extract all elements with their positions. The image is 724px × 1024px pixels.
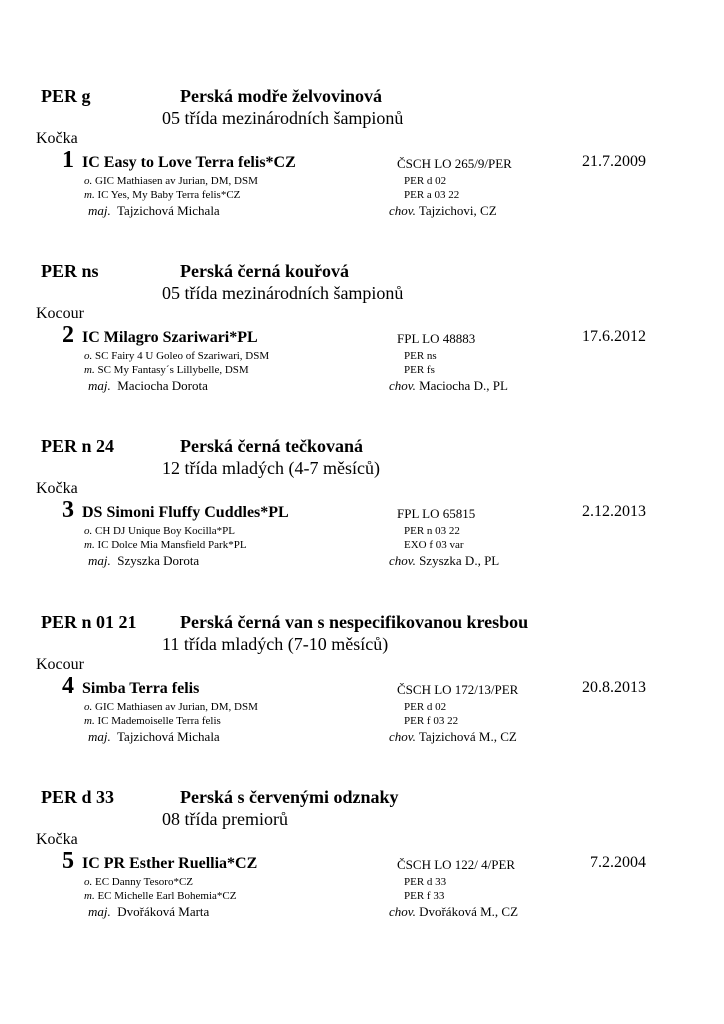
dam-line <box>84 364 249 376</box>
sire-ems: PER ns <box>404 350 437 362</box>
sire-line <box>84 350 269 362</box>
registration-number: ČSCH LO 122/ 4/PER <box>397 857 516 872</box>
breeder-label: chov. <box>389 729 416 744</box>
sire-ems: PER d 02 <box>404 175 447 187</box>
sire-line <box>84 876 193 888</box>
owner-label: maj. <box>88 729 111 744</box>
owner-name: Tajzichová Michala <box>117 203 220 218</box>
breed-code: PER n 01 21 <box>41 612 137 632</box>
owner-line <box>88 378 208 394</box>
birth-date: 2.12.2013 <box>582 503 646 520</box>
breed-name: Perská černá van s nespecifikovanou kresbou <box>180 612 529 632</box>
sire-label: o. <box>84 701 93 713</box>
breeder-name: Dvořáková M., CZ <box>419 904 519 919</box>
cat-name: IC Easy to Love Terra felis*CZ <box>82 154 296 171</box>
dam-line <box>84 890 236 902</box>
sire-name: GIC Mathiasen av Jurian, DM, DSM <box>95 701 258 713</box>
entry-section <box>0 86 724 256</box>
owner-label: maj. <box>88 904 111 919</box>
breeder-line <box>389 203 497 219</box>
breed-name: Perská modře želvovinová <box>180 86 382 106</box>
sire-name: EC Danny Tesoro*CZ <box>95 876 194 888</box>
breeder-line <box>389 553 499 569</box>
registration-number: FPL LO 65815 <box>397 506 476 521</box>
dam-name: IC Mademoiselle Terra felis <box>97 715 221 727</box>
dam-line <box>84 189 240 201</box>
owner-label: maj. <box>88 553 111 568</box>
birth-date: 20.8.2013 <box>582 679 646 696</box>
class-name: 12 třída mladých (4-7 měsíců) <box>162 458 380 478</box>
sire-name: SC Fairy 4 U Goleo of Szariwari, DSM <box>95 350 270 362</box>
breed-code: PER n 24 <box>41 436 115 456</box>
cat-name: DS Simoni Fluffy Cuddles*PL <box>82 504 289 521</box>
birth-date: 21.7.2009 <box>582 153 646 170</box>
entry-section <box>0 261 724 431</box>
breeder-label: chov. <box>389 553 416 568</box>
sire-label: o. <box>84 876 93 888</box>
sire-label: o. <box>84 175 93 187</box>
cat-name: IC PR Esther Ruellia*CZ <box>82 855 258 872</box>
dam-ems: EXO f 03 var <box>404 539 464 551</box>
dam-ems: PER f 03 22 <box>404 715 459 727</box>
registration-number: FPL LO 48883 <box>397 331 476 346</box>
breeder-line <box>389 904 518 920</box>
owner-name: Tajzichová Michala <box>117 729 220 744</box>
dam-label: m. <box>84 890 95 902</box>
class-name: 08 třída premiorů <box>162 809 288 829</box>
breed-code: PER d 33 <box>41 787 115 807</box>
dam-ems: PER fs <box>404 364 435 376</box>
gender-label: Kocour <box>36 305 84 322</box>
sire-line <box>84 701 258 713</box>
class-name: 11 třída mladých (7-10 měsíců) <box>162 634 389 654</box>
owner-name: Dvořáková Marta <box>117 904 210 919</box>
breeder-label: chov. <box>389 904 416 919</box>
cat-name: Simba Terra felis <box>82 680 200 697</box>
gender-label: Kočka <box>36 480 78 497</box>
birth-date: 7.2.2004 <box>590 854 646 871</box>
birth-date: 17.6.2012 <box>582 328 646 345</box>
entry-section <box>0 787 724 957</box>
dam-name: SC My Fantasy´s Lillybelle, DSM <box>97 364 249 376</box>
dam-label: m. <box>84 189 95 201</box>
breeder-line <box>389 378 508 394</box>
class-name: 05 třída mezinárodních šampionů <box>162 108 404 128</box>
sire-ems: PER n 03 22 <box>404 525 460 537</box>
breeder-line <box>389 729 517 745</box>
owner-label: maj. <box>88 378 111 393</box>
entry-section <box>0 612 724 782</box>
sire-label: o. <box>84 350 93 362</box>
dam-name: IC Yes, My Baby Terra felis*CZ <box>97 189 241 201</box>
registration-number: ČSCH LO 172/13/PER <box>397 682 519 697</box>
gender-label: Kocour <box>36 656 84 673</box>
dam-name: EC Michelle Earl Bohemia*CZ <box>97 890 237 902</box>
breeder-name: Tajzichovi, CZ <box>418 203 497 218</box>
owner-line <box>88 203 220 219</box>
breed-name: Perská s červenými odznaky <box>180 787 399 807</box>
sire-line <box>84 525 235 537</box>
breeder-label: chov. <box>389 203 416 218</box>
registration-number: ČSCH LO 265/9/PER <box>397 156 512 171</box>
breeder-name: Szyszka D., PL <box>419 553 500 568</box>
entry-number: 2 <box>62 322 74 348</box>
sire-name: CH DJ Unique Boy Kocilla*PL <box>95 525 235 537</box>
breed-code: PER g <box>41 86 91 106</box>
dam-ems: PER f 33 <box>404 890 445 902</box>
owner-name: Szyszka Dorota <box>117 553 200 568</box>
breeder-name: Maciocha D., PL <box>419 378 508 393</box>
sire-ems: PER d 33 <box>404 876 447 888</box>
dam-label: m. <box>84 715 95 727</box>
entry-number: 5 <box>62 848 74 874</box>
owner-line <box>88 553 199 569</box>
breed-name: Perská černá kouřová <box>180 261 349 281</box>
breed-code: PER ns <box>41 261 99 281</box>
dam-label: m. <box>84 364 95 376</box>
cat-name: IC Milagro Szariwari*PL <box>82 329 258 346</box>
breeder-label: chov. <box>389 378 416 393</box>
dam-line <box>84 539 247 551</box>
gender-label: Kočka <box>36 130 78 147</box>
sire-name: GIC Mathiasen av Jurian, DM, DSM <box>95 175 258 187</box>
owner-label: maj. <box>88 203 111 218</box>
breeder-name: Tajzichová M., CZ <box>418 729 517 744</box>
entry-number: 4 <box>62 673 74 699</box>
entry-number: 3 <box>62 497 74 523</box>
owner-line <box>88 729 220 745</box>
gender-label: Kočka <box>36 831 78 848</box>
dam-label: m. <box>84 539 95 551</box>
owner-line <box>88 904 209 920</box>
sire-ems: PER d 02 <box>404 701 447 713</box>
dam-ems: PER a 03 22 <box>404 189 460 201</box>
entry-section <box>0 436 724 606</box>
sire-line <box>84 175 258 187</box>
breed-name: Perská černá tečkovaná <box>180 436 363 456</box>
class-name: 05 třída mezinárodních šampionů <box>162 283 404 303</box>
dam-name: IC Dolce Mia Mansfield Park*PL <box>97 539 247 551</box>
owner-name: Maciocha Dorota <box>117 378 208 393</box>
entry-number: 1 <box>62 147 74 173</box>
sire-label: o. <box>84 525 93 537</box>
dam-line <box>84 715 221 727</box>
